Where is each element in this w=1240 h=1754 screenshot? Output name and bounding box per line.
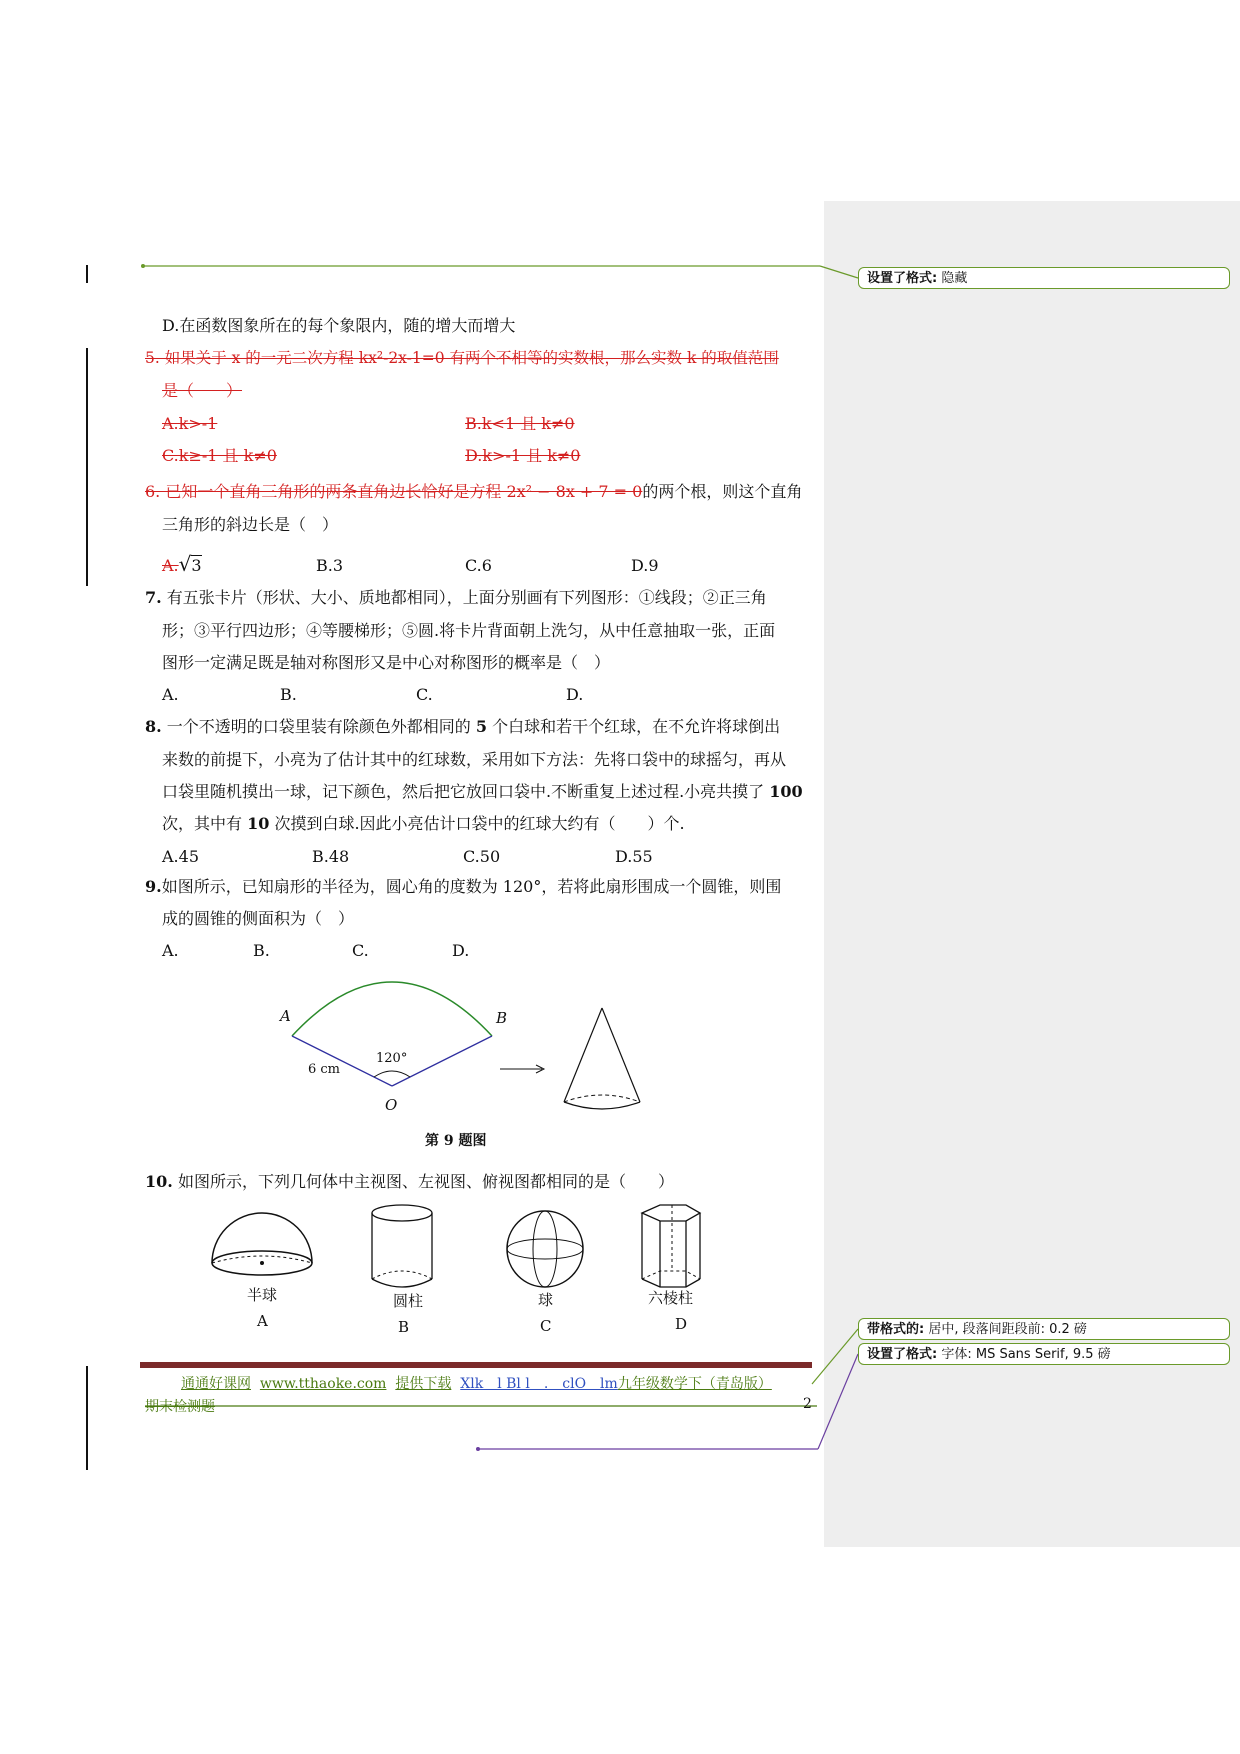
prism-top xyxy=(642,1205,700,1221)
q8-text-d: 次，其中有 xyxy=(162,814,243,833)
q8-text-b: 个白球和若干个红球，在不允许将球倒出 xyxy=(492,717,781,736)
connector-1-anchor xyxy=(141,264,145,268)
cone-left-edge xyxy=(564,1008,602,1102)
q6-option-a xyxy=(162,553,202,577)
footer-url[interactable]: www.tthaoke.com xyxy=(259,1376,387,1392)
footer-strike-line xyxy=(145,1405,825,1409)
q9-figure-caption: 第 9 题图 xyxy=(425,1133,487,1149)
angle-mark xyxy=(374,1071,410,1077)
q6-deleted-text: 6. 已知一个直角三角形的两条直角边长恰好是方程 2x² − 8x + 7 = 0 xyxy=(145,482,643,501)
solid-a-name: 半球 xyxy=(247,1286,278,1304)
q8-total-draws: 100 xyxy=(769,782,803,801)
q6-option-a-radicand: 3 xyxy=(191,556,202,575)
q9-option-a: A. xyxy=(162,941,179,960)
q5-line-2: 是（ ） xyxy=(162,381,243,400)
comment-value: 字体: MS Sans Serif, 9.5 磅 xyxy=(941,1347,1111,1362)
q8-line-1 xyxy=(145,716,780,738)
solid-d-letter: D xyxy=(675,1315,688,1333)
point-o-label: O xyxy=(385,1096,398,1114)
sqrt-icon: √ xyxy=(178,552,192,576)
sphere-outline xyxy=(507,1211,583,1287)
footer-line-1 xyxy=(181,1373,772,1393)
q10-line-1 xyxy=(145,1171,674,1193)
q7-option-b: B. xyxy=(280,685,297,704)
q4-option-d: D.在函数图象所在的每个象限内，随的增大而增大 xyxy=(162,316,516,335)
q8-white-draws: 10 xyxy=(247,814,270,833)
comment-label: 设置了格式: xyxy=(867,1347,938,1362)
q7-option-a: A. xyxy=(162,685,179,704)
q9-number: 9. xyxy=(145,877,162,896)
q6-line-2: 三角形的斜边长是（ ） xyxy=(162,515,339,534)
q7-line-2: 形；③平行四边形；④等腰梯形；⑤圆.将卡片背面朝上洗匀，从中任意抽取一张，正面 xyxy=(162,621,776,640)
q7-option-d: D. xyxy=(566,685,584,704)
q7-number: 7. xyxy=(145,588,162,607)
comment-label: 带格式的: xyxy=(867,1322,925,1337)
footer-garbled-link[interactable]: Xlk l Bl l . clO lm xyxy=(460,1376,618,1392)
solid-b-letter: B xyxy=(398,1318,410,1336)
q8-text-e: 次摸到白球.因此小亮估计口袋中的红球大约有（ ）个. xyxy=(274,814,685,833)
q9-line-1 xyxy=(145,876,781,898)
q6-line-1 xyxy=(145,481,802,503)
cone-right-edge xyxy=(602,1008,640,1102)
point-a-label: A xyxy=(280,1007,291,1025)
prism-bottom-hidden xyxy=(642,1271,700,1279)
q8-text-c: 口袋里随机摸出一球，记下颜色，然后把它放回口袋中.不断重复上述过程.小亮共摸了 xyxy=(162,782,765,801)
q9-figure xyxy=(270,968,690,1148)
comment-balloon-paragraph[interactable] xyxy=(858,1318,1230,1340)
q7-line-1 xyxy=(145,587,767,609)
q6-option-c: C.6 xyxy=(465,556,492,575)
q8-option-d: D.55 xyxy=(615,847,653,866)
q6-option-a-prefix: A. xyxy=(162,556,179,575)
cone-base-back xyxy=(564,1095,640,1102)
q5-option-b: B.k<1 且 k≠0 xyxy=(465,414,575,433)
angle-label: 120° xyxy=(376,1051,408,1066)
radius-label: 6 cm xyxy=(308,1062,341,1077)
q5-option-a: A.k>-1 xyxy=(162,414,218,433)
footer-rule xyxy=(140,1362,812,1368)
q8-white-count: 5 xyxy=(475,717,488,736)
footer-site: 通通好课网 xyxy=(181,1376,251,1392)
change-bar-footer xyxy=(86,1366,88,1470)
q9-text: 如图所示，已知扇形的半径为，圆心角的度数为 120°，若将此扇形围成一个圆锥，则围 xyxy=(161,877,782,896)
footer-deleted-title: 期末检测题 xyxy=(145,1399,215,1415)
q6-text: 的两个根，则这个直角 xyxy=(642,482,803,501)
solid-a-letter: A xyxy=(257,1312,268,1330)
cylinder-bottom-front xyxy=(372,1279,432,1287)
q8-option-c: C.50 xyxy=(463,847,501,866)
footer-book-title: 九年级数学下（青岛版） xyxy=(617,1376,772,1392)
sector-arc xyxy=(292,982,492,1036)
q7-text: 有五张卡片（形状、大小、质地都相同），上面分别画有下列图形：①线段；②正三角 xyxy=(166,588,767,607)
q5-option-c: C.k≥-1 且 k≠0 xyxy=(162,446,277,465)
hemisphere-center xyxy=(260,1261,264,1265)
cone-base-front xyxy=(564,1102,640,1109)
q8-number: 8. xyxy=(145,717,162,736)
q7-line-3: 图形一定满足既是轴对称图形又是中心对称图形的概率是（ ） xyxy=(162,653,611,672)
q9-option-c: C. xyxy=(352,941,369,960)
comment-balloon-hidden[interactable] xyxy=(858,267,1230,289)
q10-number: 10. xyxy=(145,1172,173,1191)
q9-line-2: 成的圆锥的侧面积为（ ） xyxy=(162,909,355,928)
q5-line-1: 5. 如果关于 x 的一元二次方程 kx²-2x-1=0 有两个不相等的实数根，那么实数 k 的取值范围 xyxy=(145,349,779,367)
q8-line-2: 来数的前提下，小亮为了估计其中的红球数，采用如下方法：先将口袋中的球摇匀，再从 xyxy=(162,750,787,769)
cylinder-bottom-back xyxy=(372,1271,432,1279)
q8-line-3 xyxy=(162,781,803,803)
q5-option-d: D.k>-1 且 k≠0 xyxy=(465,446,581,465)
connector-3-anchor xyxy=(476,1447,480,1451)
q6-option-d: D.9 xyxy=(631,556,659,575)
comment-value: 隐藏 xyxy=(941,271,968,286)
sphere-equator xyxy=(507,1239,583,1259)
prism-bottom xyxy=(642,1279,700,1287)
q8-line-4 xyxy=(162,813,685,835)
solid-b-name: 圆柱 xyxy=(393,1292,424,1310)
change-bar-q5-q6 xyxy=(86,348,88,586)
q9-option-d: D. xyxy=(452,941,470,960)
solid-c-name: 球 xyxy=(538,1291,554,1309)
footer-download: 提供下载 xyxy=(395,1376,452,1392)
solid-c-letter: C xyxy=(540,1317,552,1335)
footer-page-number: 2 xyxy=(803,1396,812,1412)
comment-value: 居中, 段落间距段前: 0.2 磅 xyxy=(928,1322,1087,1337)
cylinder-top xyxy=(372,1205,432,1221)
solid-d-name: 六棱柱 xyxy=(648,1289,694,1307)
sphere-meridian xyxy=(533,1211,557,1287)
comment-label: 设置了格式: xyxy=(867,271,938,286)
q9-option-b: B. xyxy=(253,941,270,960)
q8-text-a: 一个不透明的口袋里装有除颜色外都相同的 xyxy=(166,717,471,736)
comment-balloon-font[interactable] xyxy=(858,1343,1230,1365)
q6-option-b: B.3 xyxy=(316,556,344,575)
q8-option-a: A.45 xyxy=(162,847,199,866)
change-bar-top xyxy=(86,265,88,283)
q10-text: 如图所示，下列几何体中主视图、左视图、俯视图都相同的是（ ） xyxy=(177,1172,674,1191)
point-b-label: B xyxy=(496,1009,508,1027)
q7-option-c: C. xyxy=(416,685,433,704)
q8-option-b: B.48 xyxy=(312,847,350,866)
